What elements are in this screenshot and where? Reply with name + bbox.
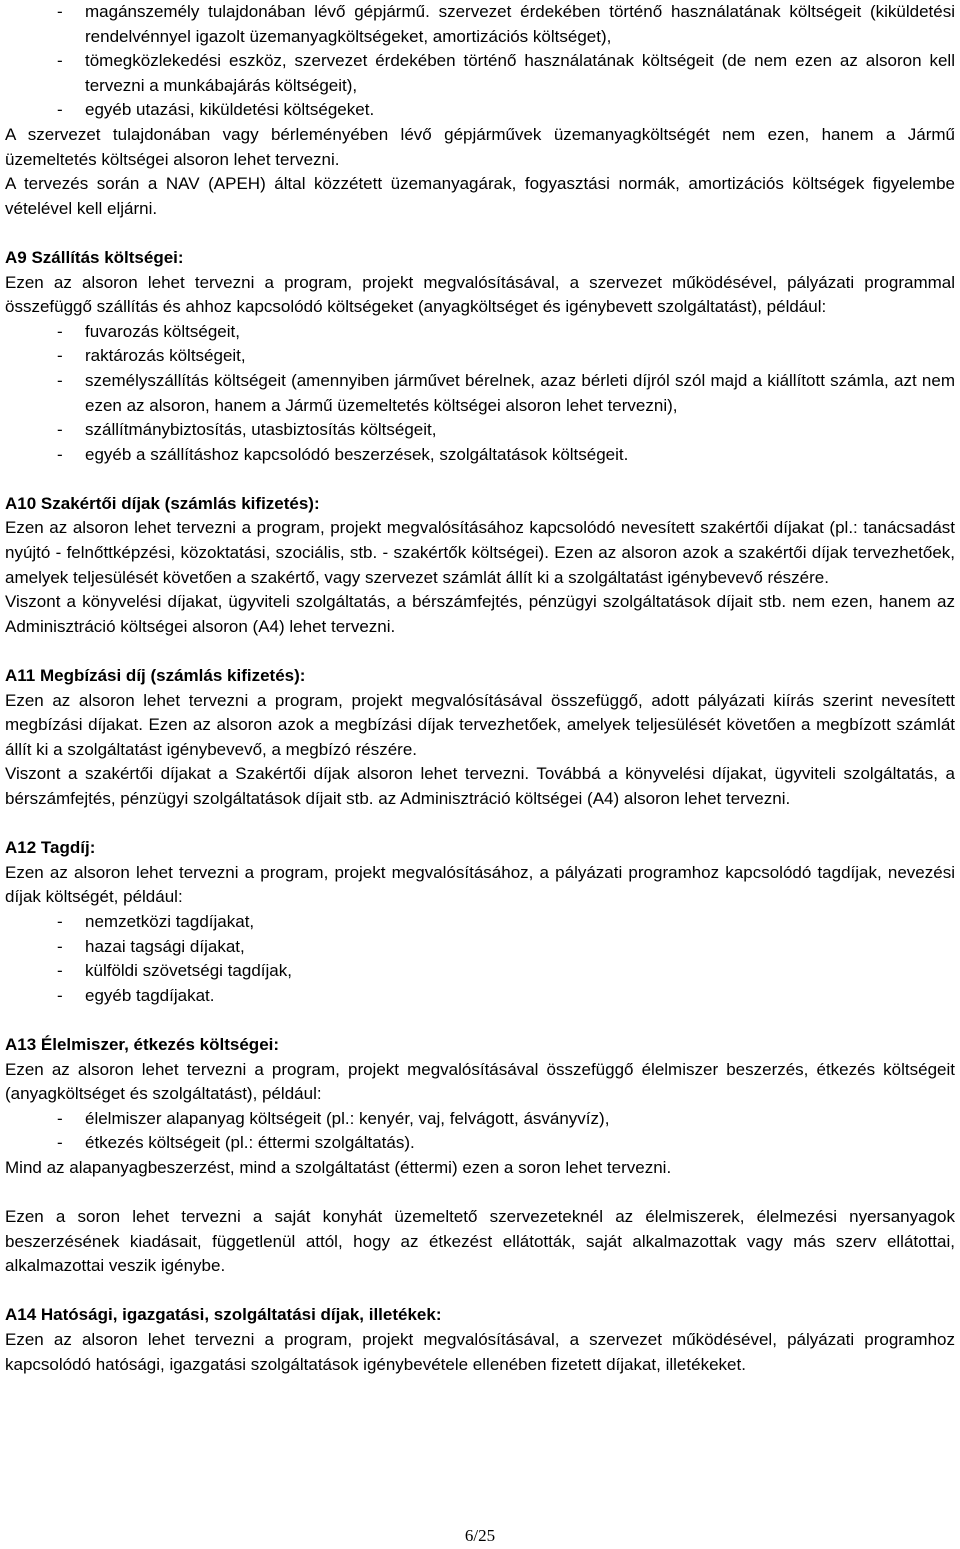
paragraph: Ezen az alsoron lehet tervezni a program, projekt megvalósításával összefüggő élelmiszer beszerzés, étkezés költségeit (anyagköltséget és szolgáltatást), például: [5, 1059, 955, 1104]
section-heading: A10 Szakértői díjak (számlás kifizetés): [5, 493, 320, 513]
section-a9 [5, 246, 955, 467]
list-item: - élelmiszer alapanyag költségeit (pl.: kenyér, vaj, felvágott, ásványvíz), [57, 1108, 610, 1128]
section-heading: A13 Élelmiszer, étkezés költségei: [5, 1034, 280, 1054]
list-item: - hazai tagsági díjakat, [57, 936, 245, 956]
section-heading: A9 Szállítás költségei: [5, 247, 184, 267]
paragraph: Ezen az alsoron lehet tervezni a program, projekt megvalósításával, a szervezet működésével, pályázati programmal összefüggő szállítás és ahhoz kapcsolódó költségeket (anyagköltséget és igénybevett szolgáltatást), például: [5, 272, 955, 317]
section-a12 [5, 836, 955, 1008]
list-item: - külföldi szövetségi tagdíjak, [57, 961, 292, 981]
document-page [5, 0, 955, 1377]
list-item: - tömegközlekedési eszköz, szervezet érdekében történő használatának költségeit (de nem ezen az alsoron kell tervezni a munkábajárás költségeit), [57, 51, 955, 95]
paragraph: Ezen az alsoron lehet tervezni a program, projekt megvalósításához, a pályázati programhoz kapcsolódó tagdíjak, nevezési díjak költségét, például: [5, 862, 955, 907]
intro-section [5, 0, 955, 221]
list-item: - nemzetközi tagdíjakat, [57, 911, 255, 931]
section-a11 [5, 664, 955, 812]
paragraph: Ezen az alsoron lehet tervezni a program, projekt megvalósításával összefüggő, adott pályázati kiírás szerint nevesített megbízási díjakat. Ezen az alsoron azok a megbízási díjak tervezhetőek, amelyek teljesülését követően a megbízott számlát állít ki a szolgáltatást igénybevevő, a megbízó részére. [5, 690, 955, 759]
paragraph: Viszont a könyvelési díjakat, ügyviteli szolgáltatás, a bérszámfejtés, pénzügyi szolgáltatások díjait stb. nem ezen, hanem az Adminisztráció költségei alsoron (A4) lehet tervezni. [5, 592, 955, 636]
section-a13 [5, 1033, 955, 1279]
list-item: - egyéb a szállításhoz kapcsolódó beszerzések, szolgáltatások költségeit. [57, 444, 629, 464]
section-a10 [5, 492, 955, 640]
paragraph: Viszont a szakértői díjakat a Szakértői díjak alsoron lehet tervezni. Továbbá a könyvelési díjakat, ügyviteli szolgáltatás, a bérszámfejtés, pénzügyi szolgáltatások díjait stb. az Adminisztráció költségei (A4) alsoron lehet tervezni. [5, 764, 955, 808]
section-heading: A12 Tagdíj: [5, 838, 96, 858]
list-item: - egyéb utazási, kiküldetési költségeket. [57, 100, 375, 120]
list-item: - szállítmánybiztosítás, utasbiztosítás költségeit, [57, 420, 437, 440]
paragraph: A szervezet tulajdonában vagy bérleményében lévő gépjárművek üzemanyagköltségét nem ezen, hanem a Jármű üzemeltetés költségei alsoron lehet tervezni. [5, 124, 955, 169]
section-heading: A14 Hatósági, igazgatási, szolgáltatási díjak, illetékek: [5, 1305, 442, 1325]
list-item: - személyszállítás költségeit (amennyiben járművet bérelnek, azaz bérleti díjról szól majd a kiállított számla, azt nem ezen az alsoron, hanem a Jármű üzemeltetés költségei alsoron lehet tervezni), [57, 370, 955, 415]
list-item: - magánszemély tulajdonában lévő gépjármű. szervezet érdekében történő használatának költségeit (kiküldetési rendelvénnyel igazolt üzemanyagköltségeket, amortizációs költséget), [57, 2, 955, 46]
list-item: - étkezés költségeit (pl.: éttermi szolgáltatás). [57, 1133, 415, 1153]
section-heading: A11 Megbízási díj (számlás kifizetés): [5, 666, 306, 686]
list-item: - egyéb tagdíjakat. [57, 985, 215, 1005]
paragraph: Mind az alapanyagbeszerzést, mind a szolgáltatást (éttermi) ezen a soron lehet tervezni. [5, 1157, 672, 1177]
paragraph: Ezen az alsoron lehet tervezni a program, projekt megvalósításához kapcsolódó nevesített szakértői díjakat (pl.: tanácsadást nyújtó - felnőttképzési, közoktatási, szociális, stb. - szakértők költségei). Ezen az alsoron azok a szakértői díjak tervezhetőek, amelyek teljesülését követően a szakértő, vagy szervezet számlát állít ki a szolgáltatást igénybevevő részére. [5, 518, 955, 587]
page-number: 6/25 [464, 1526, 496, 1545]
paragraph: Ezen az alsoron lehet tervezni a program, projekt megvalósításával, a szervezet működésével, pályázati programhoz kapcsolódó hatósági, igazgatási szolgáltatások igénybevétele ellenében fizetett díjakat, illetékeket. [5, 1330, 955, 1374]
list-item: - fuvarozás költségeit, [57, 321, 240, 341]
list-item: - raktározás költségeit, [57, 346, 246, 366]
section-a14 [5, 1303, 955, 1377]
paragraph: Ezen a soron lehet tervezni a saját konyhát üzemeltető szervezeteknél az élelmiszerek, élelmezési nyersanyagok beszerzésének kiadásait, függetlenül attól, hogy az étkezést ellátották, saját alkalmazottak vagy más szerv ellátottai, alkalmazottai veszik igénybe. [5, 1207, 955, 1276]
paragraph: A tervezés során a NAV (APEH) által közzétett üzemanyagárak, fogyasztási normák, amortizációs költségek figyelembe vételével kell eljárni. [5, 174, 955, 218]
